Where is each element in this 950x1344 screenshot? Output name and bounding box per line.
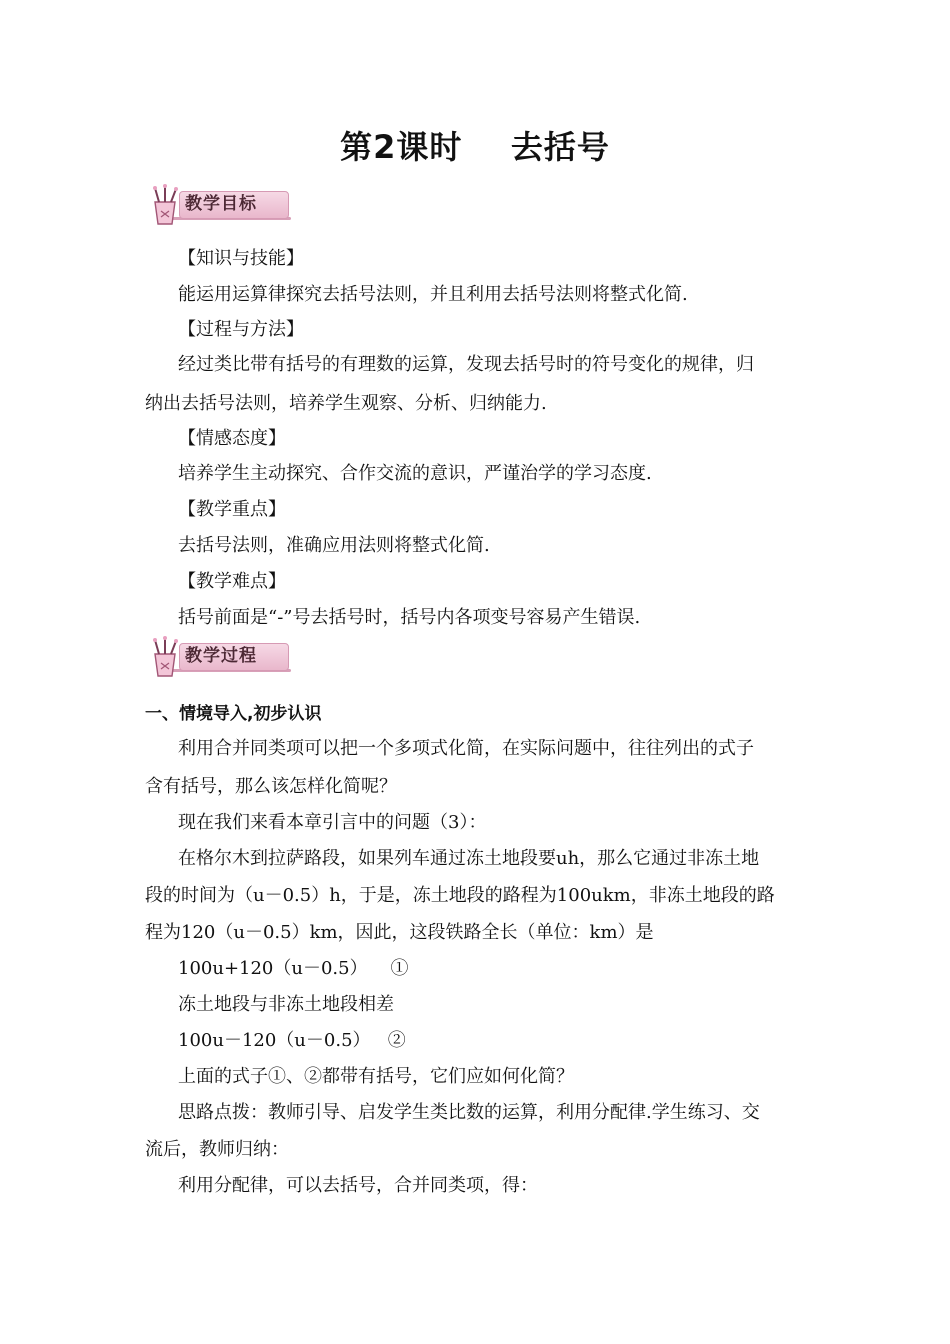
para1-line-2: 含有括号，那么该怎样化简呢？: [145, 776, 397, 797]
banner-label: 教学过程: [185, 646, 257, 666]
formula-1: 100u+120（u－0.5） ①: [178, 958, 409, 979]
para3-line-2: 段的时间为（u－0.5）h，于是，冻土地段的路程为100ukm，非冻土地段的路: [145, 885, 775, 906]
difficulty-text: 括号前面是“-”号去括号时，括号内各项变号容易产生错误.: [178, 607, 641, 628]
pencil-cup-icon: [145, 636, 189, 680]
key-text: 去括号法则，准确应用法则将整式化简.: [178, 535, 490, 556]
para4: 冻土地段与非冻土地段相差: [178, 994, 394, 1015]
method-text-line-1: 经过类比带有括号的有理数的运算，发现去括号时的符号变化的规律，归: [178, 354, 754, 375]
para3-line-3: 程为120（u－0.5）km，因此，这段铁路全长（单位：km）是: [145, 922, 654, 943]
emotion-text: 培养学生主动探究、合作交流的意识，严谨治学的学习态度.: [178, 463, 652, 484]
para6-line-2: 流后，教师归纳：: [145, 1139, 289, 1160]
para2: 现在我们来看本章引言中的问题（3）：: [178, 812, 487, 833]
method-text-line-2: 纳出去括号法则，培养学生观察、分析、归纳能力.: [145, 393, 547, 414]
banner-label: 教学目标: [185, 194, 257, 214]
para7: 利用分配律，可以去括号，合并同类项，得：: [178, 1175, 538, 1196]
para5: 上面的式子①、②都带有括号，它们应如何化简？: [178, 1066, 574, 1087]
formula-2: 100u－120（u－0.5） ②: [178, 1030, 406, 1051]
page-title: 第2课时 去括号: [340, 128, 610, 166]
section-banner-process: [145, 636, 295, 680]
section-banner-goals: [145, 184, 295, 228]
para3-line-1: 在格尔木到拉萨路段，如果列车通过冻土地段要uh，那么它通过非冻土地: [178, 848, 760, 869]
emotion-heading: 【情感态度】: [178, 428, 286, 449]
knowledge-heading: 【知识与技能】: [178, 248, 304, 269]
para1-line-1: 利用合并同类项可以把一个多项式化简，在实际问题中，往往列出的式子: [178, 738, 754, 759]
difficulty-heading: 【教学难点】: [178, 571, 286, 592]
para6-line-1: 思路点拨：教师引导、启发学生类比数的运算，利用分配律.学生练习、交: [178, 1102, 760, 1123]
knowledge-text: 能运用运算律探究去括号法则，并且利用去括号法则将整式化简.: [178, 284, 688, 305]
key-heading: 【教学重点】: [178, 499, 286, 520]
pencil-cup-icon: [145, 184, 189, 228]
method-heading: 【过程与方法】: [178, 319, 304, 340]
part1-heading: 一、情境导入,初步认识: [145, 704, 322, 724]
